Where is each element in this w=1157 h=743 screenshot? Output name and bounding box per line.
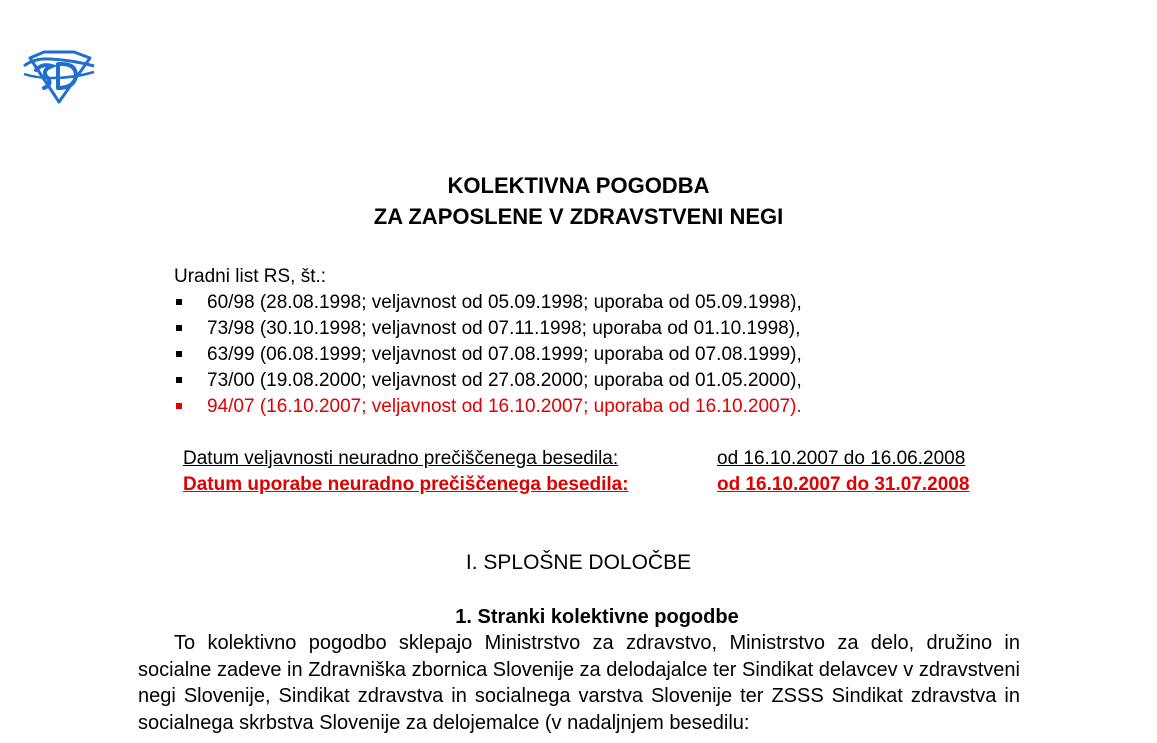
bullet-icon [176, 403, 182, 409]
datum-uporabe-value: od 16.10.2007 do 31.07.2008 [717, 474, 970, 495]
uradni-list-items [174, 290, 802, 420]
body-paragraph: To kolektivno pogodbo sklepajo Ministrstvo za zdravstvo, Ministrstvo za delo, družino in socialne zadeve in Zdravniška zbornica Slovenije za delodajalce ter Sindikat delavcev v zdravstveni negi Slovenije, Sindikat zdravstva in socialnega varstva Slovenije ter ZSSS Sindikat zdravstva in socialnega skrbstva Slovenije za delojemalce (v nadaljnjem besedilu: [138, 632, 1020, 734]
uradni-list-block [174, 264, 802, 420]
bullet-icon [176, 325, 182, 331]
document-title [0, 170, 1157, 232]
logo [22, 48, 96, 104]
datum-uporabe-label: Datum uporabe neuradno prečiščenega besedila: [183, 474, 629, 495]
list-item-latest: 94/07 (16.10.2007; veljavnost od 16.10.2007; uporaba od 16.10.2007). [174, 394, 802, 420]
list-item: 63/99 (06.08.1999; veljavnost od 07.08.1999; uporaba od 07.08.1999), [174, 342, 802, 368]
section-heading: I. SPLOŠNE DOLOČBE [465, 551, 692, 574]
list-item: 73/00 (19.08.2000; veljavnost od 27.08.2000; uporaba od 01.05.2000), [174, 368, 802, 394]
subsection-heading: 1. Stranki kolektivne pogodbe [455, 606, 739, 628]
uradni-list-heading: Uradni list RS, št.: [174, 266, 327, 287]
bullet-icon [176, 299, 182, 305]
title-line-2: ZA ZAPOSLENE V ZDRAVSTVENI NEGI [373, 204, 784, 229]
datum-block [183, 446, 969, 498]
datum-veljavnosti-label: Datum veljavnosti neuradno prečiščenega besedila: [183, 448, 619, 469]
list-item: 73/98 (30.10.1998; veljavnost od 07.11.1998; uporaba od 01.10.1998), [174, 316, 802, 342]
list-item: 60/98 (28.08.1998; veljavnost od 05.09.1998; uporaba od 05.09.1998), [174, 290, 802, 316]
datum-veljavnosti-value: od 16.10.2007 do 16.06.2008 [717, 448, 966, 469]
bullet-icon [176, 377, 182, 383]
datum-veljavnosti-row [183, 446, 969, 472]
logo-emblem [22, 48, 96, 104]
datum-uporabe-row [183, 472, 969, 498]
title-line-1: KOLEKTIVNA POGODBA [447, 173, 710, 198]
bullet-icon [176, 351, 182, 357]
